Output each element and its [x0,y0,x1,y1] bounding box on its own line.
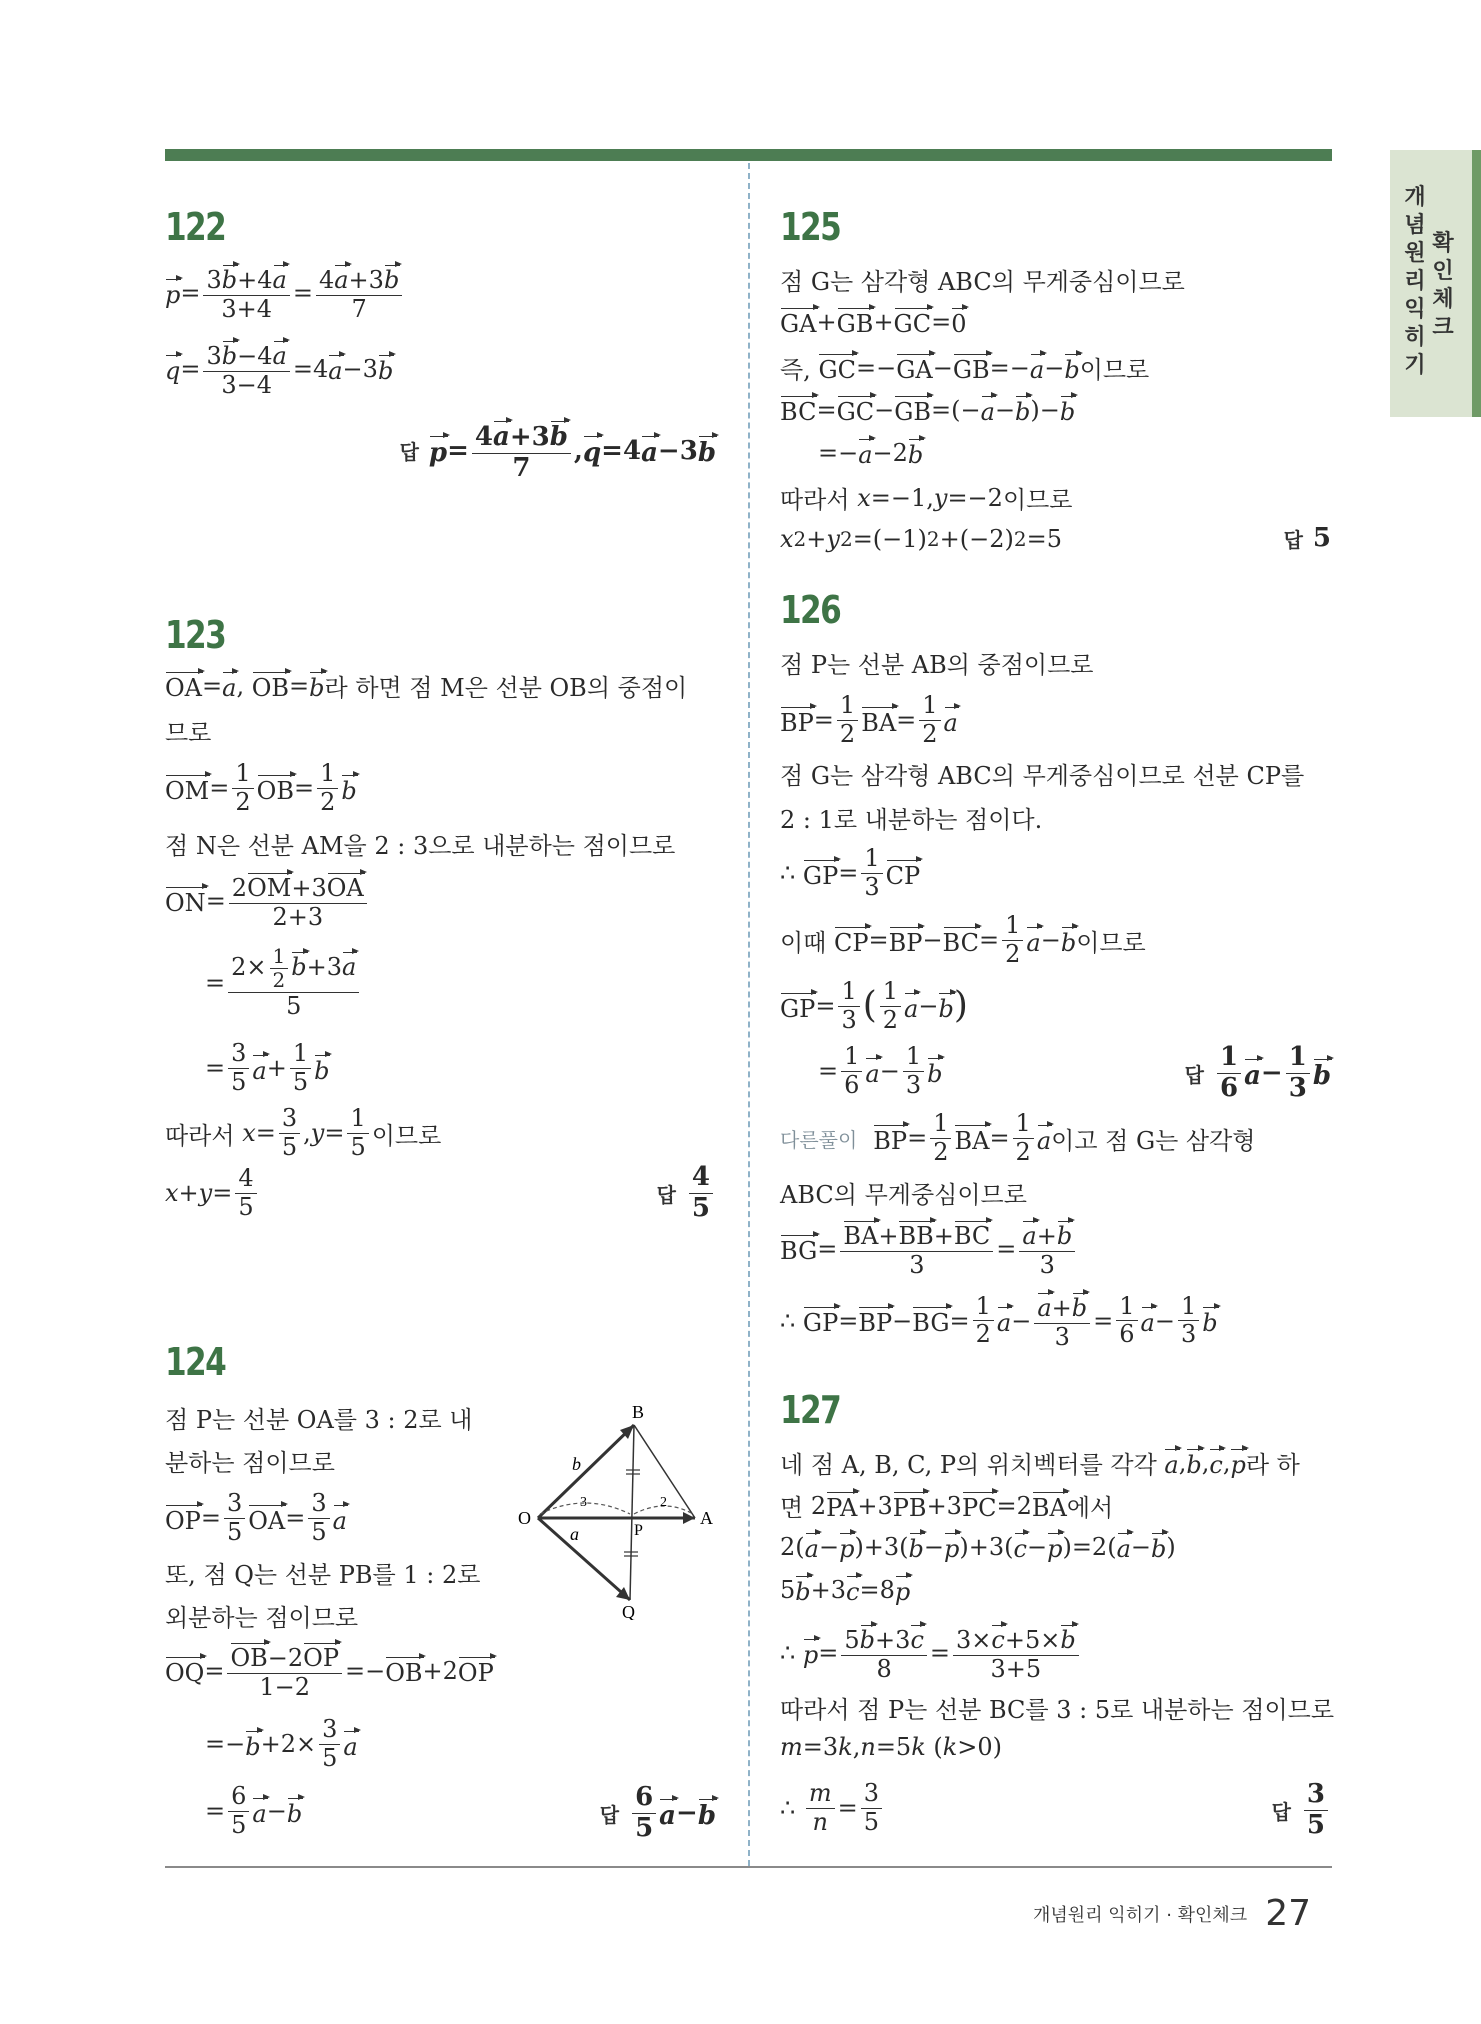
p126-line-1: 점 P는 선분 AB의 중점이므로 [780,651,1094,679]
p124-line-8: = 6 5 a − b [205,1782,303,1839]
p124-line-2: 분하는 점이므로 [165,1449,335,1477]
label-ratio-2: 2 [660,1495,667,1510]
p126-line-4: 2 : 1로 내분하는 점이다. [780,806,1043,834]
p125-line-7: x 2 + y 2 =(−1) 2 +(−2) 2 =5 [780,525,1062,553]
top-green-bar [165,149,1332,161]
p127-line-6: 따라서 점 P는 선분 BC를 3 : 5로 내분하는 점이므로 [780,1696,1335,1724]
p127-answer: 답 3 5 [1272,1780,1331,1841]
label-Q: Q [622,1602,635,1620]
p123-line-5: ON = 2OM+3OA 2+3 [165,870,370,931]
alt-solution-label: 다른풀이 [780,1127,858,1152]
p126-answer: 답 1 6 a − 1 3 b [1184,1042,1331,1103]
p125-line-3: 즉, GC =− GA − GB =− a − b 이므로 [780,350,1149,385]
p125-line-5: =− a −2 b [818,436,923,469]
p123-line-6: = 2× $\frac{1}{2}$ b+3a 5 [205,945,362,1021]
p122-line-1: p = 3b+4a 3+4 = 4a+3b 7 [165,262,405,323]
footer [1033,1893,1311,1934]
p123-line-1: OA = a , OB = b 라 하면 점 M은 선분 OB의 중점이 [165,668,687,703]
label-ratio-3: 3 [580,1495,587,1510]
p126-alt-line-1: 다른풀이 BP = 1 2 BA = 1 2 a 이고 점 G는 삼각형 [780,1109,1256,1166]
p123-line-3: OM = 1 2 OB = 1 2 b [165,759,357,816]
label-O: O [518,1508,531,1528]
p123-line-7: = 3 5 a + 1 5 b [205,1039,330,1096]
p123-line-2: 므로 [165,719,212,747]
p125-line-6: 따라서 x =−1, y =−2 이므로 [780,483,1073,514]
p127-line-7: m =3 k , n =5 k ( k >0) [780,1733,1003,1761]
p125-line-4: BC = GC − GB =(− a − b )− b [780,393,1075,426]
label-P: P [634,1522,643,1539]
p127-line-2: 면 2 PA +3 PB +3 PC =2 BA 에서 [780,1488,1113,1523]
p126-alt-line-4: ∴ GP = BP − BG = 1 2 a − a+b 3 = 1 6 a − 1 3 b [780,1291,1218,1351]
footer-text: 개념원리 익히기 · 확인체크 [1033,1904,1248,1926]
problem-number-122: 122 [165,205,226,249]
p127-line-4: 5 b +3 c =8 p [780,1573,910,1606]
p124-line-3: OP = 3 5 OA = 3 5 a [165,1489,347,1546]
label-vec-b: b [572,1454,581,1474]
page-number: 27 [1265,1893,1311,1934]
p126-alt-line-3: BG = BA+BB+BC 3 = a+b 3 [780,1218,1078,1279]
p126-line-8: = 1 6 a − 1 3 b [818,1042,943,1099]
p126-line-6: 이때 CP = BP − BC = 1 2 a − b 이므로 [780,911,1146,968]
problem-number-127: 127 [780,1388,841,1432]
p127-line-8: ∴ m n = 3 5 [780,1780,885,1836]
p123-line-9: x + y = 4 5 [165,1165,260,1221]
p125-line-2: GA + GB + GC = 0 [780,305,966,338]
bottom-rule [165,1866,1332,1868]
p127-line-3: 2( a − p )+3( b − p )+3( c − p )=2( a − b ) [780,1530,1176,1563]
p124-line-5: 외분하는 점이므로 [165,1604,359,1632]
p126-line-3: 점 G는 삼각형 ABC의 무게중심이므로 선분 CP를 [780,762,1305,790]
p126-alt-line-2: ABC의 무게중심이므로 [780,1181,1027,1209]
p124-answer: 답 6 5 a − b [599,1782,716,1843]
label-vec-a: a [570,1524,579,1544]
p124-line-7: =− b +2× 3 5 a [205,1715,358,1772]
p126-line-7: GP = 1 3 ( 1 2 a − b ) [780,977,968,1034]
p126-line-2: BP = 1 2 BA = 1 2 a [780,691,958,748]
label-A: A [700,1508,713,1528]
p124-line-6: OQ = OB−2OP 1−2 =− OB +2 OP [165,1640,494,1701]
problem-number-125: 125 [780,205,841,249]
p122-answer: 답 p = 4a+3b 7 , q =4 a −3 b [400,418,716,484]
p124-vector-diagram [510,1400,725,1620]
side-tab-label-2: 확 인 체 크 [1432,231,1454,340]
p126-line-5: ∴ GP = 1 3 CP [780,844,921,901]
p127-line-5: ∴ p = 5b+3c 8 = 3×c+5×b 3+5 [780,1622,1082,1683]
p123-answer: 답 4 5 [657,1163,716,1224]
p125-line-1: 점 G는 삼각형 ABC의 무게중심이므로 [780,268,1185,296]
side-tab-label-1: 개 념 원 리 익 히 기 [1404,185,1426,378]
problem-number-124: 124 [165,1340,226,1384]
column-divider [748,163,750,1866]
p125-answer: 답 5 [1283,523,1331,553]
p123-line-8: 따라서 x = 3 5 , y = 1 5 이므로 [165,1104,442,1161]
side-tab[interactable] [1390,150,1481,417]
p122-line-2: q = 3b−4a 3−4 =4 a −3 b [165,338,393,399]
problem-number-123: 123 [165,613,226,657]
p127-line-1: 네 점 A, B, C, P의 위치벡터를 각각 a , b , c , p 라 하 [780,1445,1300,1480]
label-B: B [632,1402,645,1422]
problem-number-126: 126 [780,588,841,632]
p124-line-4: 또, 점 Q는 선분 PB를 1 : 2로 [165,1561,481,1589]
p124-line-1: 점 P는 선분 OA를 3 : 2로 내 [165,1406,473,1434]
p123-line-4: 점 N은 선분 AM을 2 : 3으로 내분하는 점이므로 [165,832,676,860]
